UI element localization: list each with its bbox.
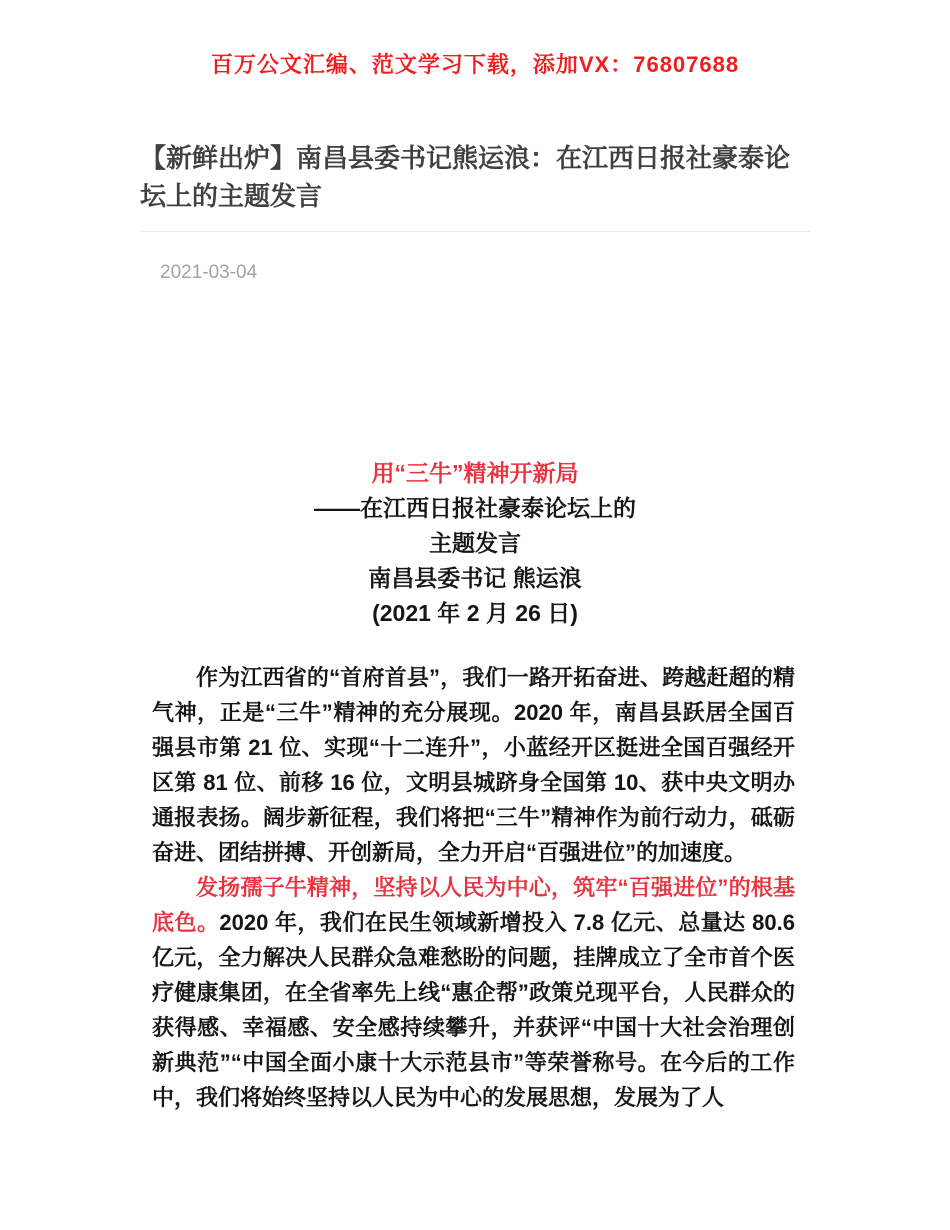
speech-title: 用“三牛”精神开新局 — [371, 460, 579, 486]
speech-date: (2021 年 2 月 26 日) — [372, 600, 578, 626]
speech-author: 南昌县委书记 熊运浪 — [368, 565, 582, 591]
speech-body — [140, 660, 810, 1115]
publish-date: 2021-03-04 — [160, 262, 258, 283]
title-divider — [140, 231, 810, 232]
speech-heading-block — [140, 456, 810, 631]
article-content — [140, 139, 810, 1115]
speech-subtitle-line2: 主题发言 — [429, 530, 521, 556]
paragraph-1-text: 作为江西省的“首府首县”，我们一路开拓奋进、跨越赶超的精气神，正是“三牛”精神的充分展现。2020 年，南昌县跃居全国百强县市第 21 位、实现“十二连升”，小蓝经开区挺进全国百强经开区第 81 位、前移 16 位，文明县城跻身全国第 10、获中央文明办通报表扬。阔步新征程，我们将把“三牛”精神作为前行动力，砥砺奋进、团结拼搏、开创新局，全力开启“百强进位”的加速度。 — [152, 665, 795, 865]
speech-subtitle-line1: ——在江西日报社豪泰论坛上的 — [314, 495, 636, 521]
paragraph-2-red-lead: 发扬孺子牛精神，坚持以人民为中心，筑牢“百强进位”的根基底色。 — [152, 875, 795, 935]
promo-banner: 百万公文汇编、范文学习下载，添加VX：76807688 — [210, 52, 740, 77]
paragraph-2-text: 2020 年，我们在民生领域新增投入 7.8 亿元、总量达 80.6 亿元，全力解决人民群众急难愁盼的问题，挂牌成立了全市首个医疗健康集团，在全省率先上线“惠企帮”政策兑现平台，人民群众的获得感、幸福感、安全感持续攀升，并获评“中国十大社会治理创新典范”“中国全面小康十大示范县市”等荣誉称号。在今后的工作中，我们将始终坚持以人民为中心的发展思想，发展为了人 — [152, 910, 795, 1110]
paragraph-1 — [152, 660, 795, 870]
paragraph-2 — [152, 870, 795, 1115]
article-title: 【新鲜出炉】南昌县委书记熊运浪：在江西日报社豪泰论坛上的主题发言 — [140, 143, 791, 211]
